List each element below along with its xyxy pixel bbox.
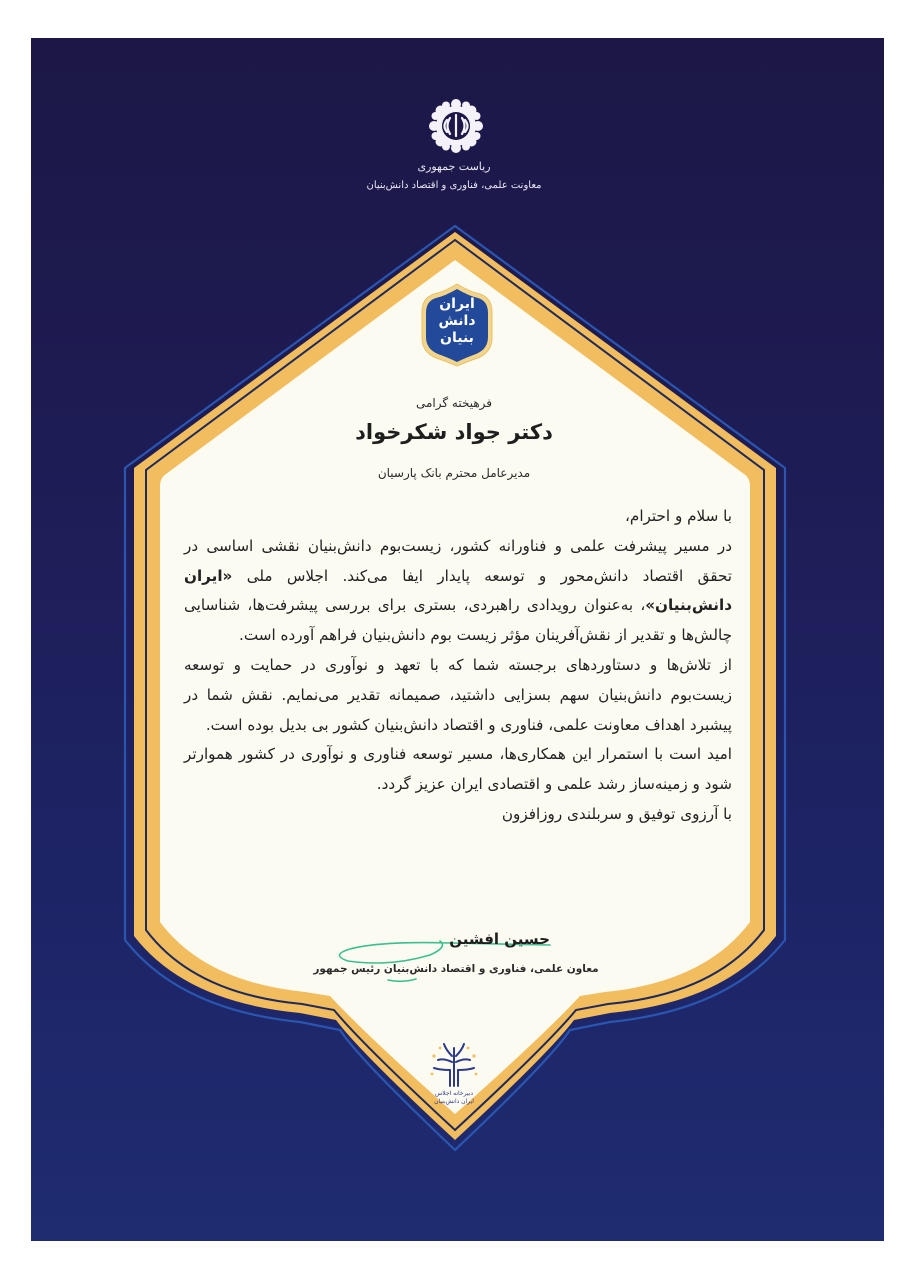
signatory-name: حسین افشین: [449, 930, 550, 948]
event-name-bold: «ایران دانش‌بنیان»: [184, 566, 732, 615]
footer-logo-line-1: دبیرخانه اجلاس: [434, 1090, 474, 1097]
paragraph-1-text-b: ، به‌عنوان رویدادی راهبردی، بستری برای بررسی پیشرفت‌ها، شناسایی چالش‌ها و تقدیر از نقش‌آفرینان مؤثر زیست بوم دانش‌بنیان فراهم آورده است.: [184, 596, 732, 645]
signatory-title: معاون علمی، فناوری و اقتصاد دانش‌بنیان رئیس جمهور: [313, 963, 599, 975]
footer-logo-caption: [404, 1090, 504, 1106]
letter-paragraph-3: امید است با استمرار این همکاری‌ها، مسیر توسعه فناوری و نوآوری در کشور هموارتر شود و زمینه‌ساز رشد علمی و اقتصادی ایران عزیز گردد.: [184, 745, 732, 794]
letter-paragraph-2: از تلاش‌ها و دستاوردهای برجسته شما که با تعهد و نوآوری در حمایت و توسعه زیست‌بوم دانش‌بنیان سهم بسزایی داشتید، صمیمانه تقدیر می‌نمایم. نقش شما در پیشبرد اهداف معاونت علمی، فناوری و اقتصاد دانش‌بنیان کشور بی بدیل بوده است.: [184, 655, 732, 734]
badge-line-3: بنیان: [440, 330, 474, 346]
footer-logo-line-2: ایران دانش‌بنیان: [434, 1098, 474, 1105]
recipient-title: مدیرعامل محترم بانک پارسیان: [377, 466, 531, 480]
presidency-title: ریاست جمهوری: [417, 160, 491, 173]
letter-greeting: با سلام و احترام،: [625, 507, 732, 525]
letter-closing: با آرزوی توفیق و سربلندی روزافزون: [501, 804, 732, 823]
badge-line-1: ایران: [439, 296, 475, 312]
iran-emblem-icon: [428, 98, 484, 154]
vice-presidency-subtitle: معاونت علمی، فناوری و اقتصاد دانش‌بنیان: [366, 180, 542, 191]
recipient-name: دکتر جواد شکرخواد: [355, 420, 553, 444]
letter-body: [184, 502, 732, 830]
badge-line-2: دانش: [438, 313, 476, 329]
letter-paragraph-1: [184, 532, 732, 651]
recipient-salutation: فرهیخته گرامی: [415, 396, 493, 410]
paragraph-1-text-a: در مسیر پیشرفت علمی و فناورانه کشور، زیست‌بوم دانش‌بنیان نقشی اساسی در تحقق اقتصاد دانش‌محور و توسعه پایدار ایفا می‌کند. اجلاس ملی: [184, 536, 732, 585]
tree-logo-icon: [428, 1040, 480, 1090]
badge-text: [418, 296, 496, 347]
